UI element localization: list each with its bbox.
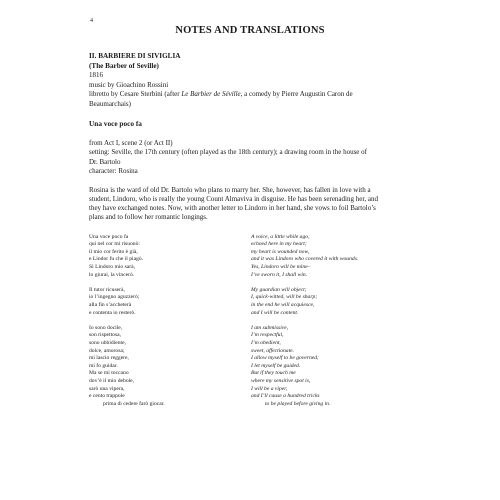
italian-line: lo giurai, la vincerò. [89,271,135,278]
aria-setting [89,139,407,177]
italian-line: Una voce poco fa [89,233,129,240]
italian-line: dov’è il mio debole, [89,377,135,384]
english-line: where my sensitive spot is, [251,377,311,384]
italian-line: io l’ingegno aguzzerò; [89,294,140,301]
english-column [251,287,317,317]
synopsis-line: Rosina is the ward of old Dr. Bartolo who plans to marry her. She, however, has fallen in love with a [89,185,371,194]
italian-column [89,234,251,280]
english-line: I will be a viper, [251,385,288,392]
italian-column [89,287,251,317]
english-line: My guardian will object; [251,286,307,293]
english-line: But if they touch me [251,370,296,377]
english-line: I let myself be guided. [251,362,301,369]
opera-librettist-end: Beaumarchais) [89,99,131,108]
english-line: echoed here in my heart; [251,241,307,248]
english-line: my heart is wounded now, [251,248,310,255]
italian-line: sarò una vipera, [89,385,125,392]
synopsis-line: they have exchanged notes. Now, with another letter to Lindoro in her hand, she vows to foil Bartolo’s [89,204,376,213]
english-line: I’m respectful, [251,332,284,339]
synopsis-line: plans and to follow her romantic longings. [89,213,208,222]
english-line: I, quick-witted, will be sharp; [251,294,318,301]
english-line: I allow myself to be governed; [251,355,319,362]
italian-line: qui nel cor mi risuonò: [89,241,140,248]
italian-line: e cento trappole [89,393,125,400]
italian-line: alla fin s’accheterà [89,302,132,309]
italian-line: mi lascio reggere, [89,355,129,362]
english-line: to be played before giving in. [265,400,331,407]
aria-setting-line: setting: Seville, the 17th century (often played as the 18th century); a drawing room in the house of [89,148,367,156]
english-line: A voice, a little while ago, [251,233,310,240]
english-line: and I’ll cause a hundred tricks [251,393,320,400]
opera-librettist [89,90,407,100]
italian-line: dolce, amorosa; [89,347,125,354]
aria-setting-line-2: Dr. Bartolo [89,157,121,166]
italian-line: Il tutor ricuserà, [89,286,125,293]
italian-line: e Lindor fu che il piagò. [89,256,144,263]
aria-character: character: Rosina [89,167,138,175]
italian-line: e contenta io resterò. [89,309,136,316]
english-line: sweet, affectionate. [251,347,295,354]
librettist-text: libretto by Cesare Sterbini (after [89,90,182,98]
opera-info [89,52,407,109]
italian-line: mi fo guidar. [89,362,118,369]
italian-line: Sì Lindoro mio sarà, [89,264,135,271]
stanza [89,234,407,280]
page-title: NOTES AND TRANSLATIONS [175,25,325,36]
italian-line: il mio cor ferito è già, [89,248,138,255]
english-line: I am submissive, [251,324,289,331]
aria-text-translation [89,234,407,409]
stanza [89,325,407,409]
librettist-text-cont: , a comedy by Pierre Augustin Caron de [240,90,353,98]
italian-line: Io sono docile, [89,324,123,331]
english-line: in the end he will acquiesce, [251,302,315,309]
english-line: I’ve sworn it, I shall win. [251,271,308,278]
english-line: Yes, Lindoro will be mine– [251,264,311,271]
synopsis-paragraph [89,186,407,223]
italian-line: son rispettosa, [89,332,122,339]
opera-subtitle: (The Barber of Seville) [89,61,159,70]
aria-source: from Act I, scene 2 (or Act II) [89,138,173,147]
aria-title: Una voce poco fa [89,119,142,128]
opera-year: 1816 [89,71,103,79]
source-title: Le Barbier de Séville [181,90,241,98]
synopsis-line: student, Lindoro, who is really the young Count Almaviva in disguise. He has been serenading her, and [89,194,378,203]
english-line: and it was Lindoro who covered it with wounds. [251,256,359,263]
italian-line: Ma se mi toccano [89,370,129,377]
opera-heading: II. BARBIERE DI SIVIGLIA [89,52,181,60]
english-line: I’m obedient, [251,340,281,346]
italian-line: sono ubbidiente, [89,340,126,346]
english-column [251,234,358,280]
italian-column [89,325,251,409]
page-number: 4 [90,18,93,24]
opera-composer: music by Gioachino Rossini [89,80,169,89]
english-line: and I will be content. [251,309,299,316]
document-body [89,52,407,416]
english-column [251,325,330,409]
italian-line: prima di cedere farò giocar. [103,400,165,407]
stanza [89,287,407,317]
